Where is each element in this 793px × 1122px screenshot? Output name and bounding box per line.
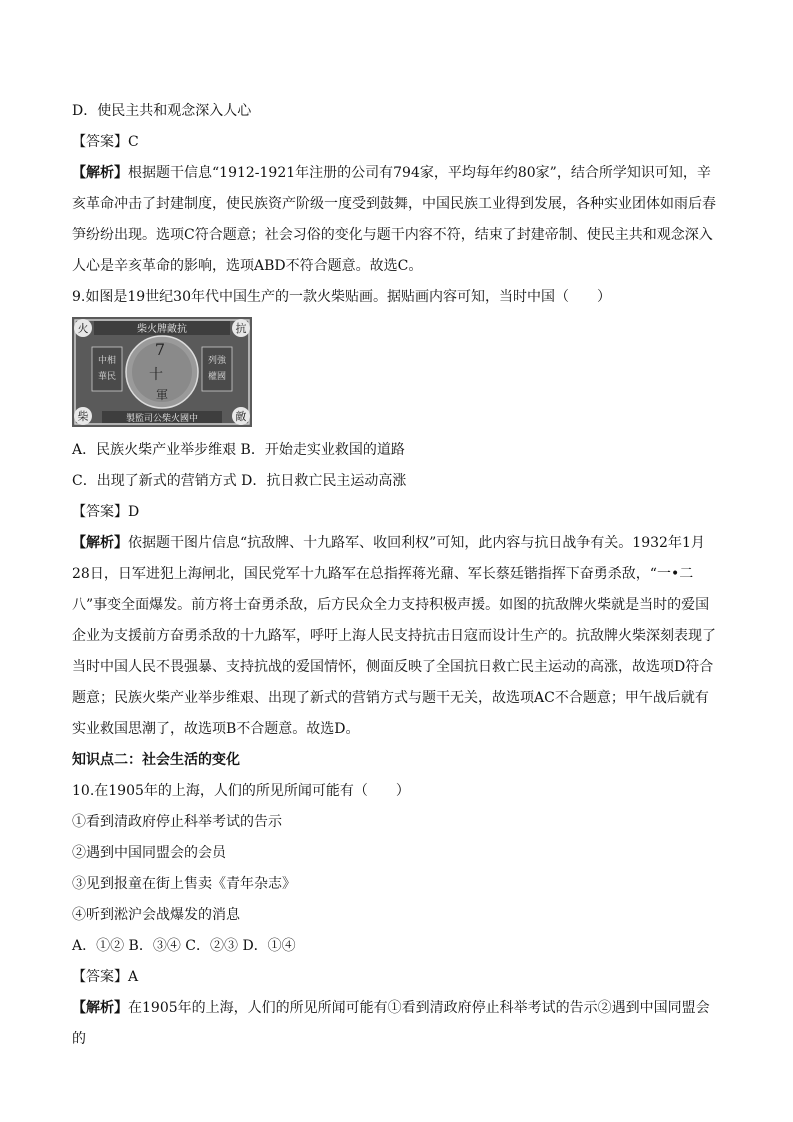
matchbox-corner-tr: 抗 [235,322,247,335]
answer-10: 【答案】A [72,969,139,985]
question-10-item-4: ④听到淞沪会战爆发的消息 [72,907,240,923]
explanation-9 [72,528,722,745]
matchbox-right-col-1: 列強 [207,356,227,366]
question-10-item-1: ①看到清政府停止科举考试的告示 [72,814,282,830]
matchbox-corner-tl: 火 [77,322,89,335]
explanation-label: 【解析】 [72,1000,128,1016]
question-9-options-cd: C．出现了新式的营销方式 D．抗日救亡民主运动高涨 [72,473,407,489]
matchbox-top-text: 柴火牌敵抗 [137,324,187,335]
matchbox-left-col-1: 中相 [97,356,117,366]
question-10: 10.在1905年的上海，人们的所见所闻可能有（ ） [72,783,410,799]
matchbox-center-top: 7 [154,340,166,359]
question-10-item-2: ②遇到中国同盟会的会员 [72,845,226,861]
answer-8: 【答案】C [72,134,139,150]
question-9-options-ab: A．民族火柴产业举步维艰 B．开始走实业救国的道路 [72,442,405,458]
explanation-label: 【解析】 [72,535,128,551]
question-9: 9.如图是19世纪30年代中国生产的一款火柴贴画。据贴画内容可知，当时中国（ ） [72,289,611,305]
document-page [72,96,722,1055]
explanation-label: 【解析】 [72,165,128,181]
question-10-options: A．①② B．③④ C．②③ D．①④ [72,938,296,954]
explanation-text: 在1905年的上海，人们的所见所闻可能有①看到清政府停止科举考试的告示②遇到中国同盟会的 [72,1000,710,1047]
matchbox-center-bottom: 軍 [155,388,169,402]
section-heading: 知识点二：社会生活的变化 [72,752,240,768]
explanation-text: 依据题干图片信息“抗敌牌、十九路军、收回利权”可知，此内容与抗日战争有关。1932年1月28日，日军进犯上海闸北，国民党军十九路军在总指挥蒋光鼐、军长蔡廷锴指挥下奋勇杀敌，“一•二八”事变全面爆发。前方将士奋勇杀敌，后方民众全力支持积极声援。如图的抗敌牌火柴就是当时的爱国企业为支援前方奋勇杀敌的十九路军，呼吁上海人民支持抗击日寇而设计生产的。抗敌牌火柴深刻表现了当时中国人民不畏强暴、支持抗战的爱国情怀，侧面反映了全国抗日救亡民主运动的高涨，故选项D符合题意；民族火柴产业举步维艰、出现了新式的营销方式与题干无关，故选项AC不合题意；甲午战后就有实业救国思潮了，故选项B不合题意。故选D。 [72,535,716,737]
explanation-text: 根据题干信息“1912-1921年注册的公司有794家，平均每年约80家”，结合所学知识可知，辛亥革命冲击了封建制度，使民族资产阶级一度受到鼓舞，中国民族工业得到发展，各种实业团体如雨后春笋纷纷出现。选项C符合题意；社会习俗的变化与题干内容不符，结束了封建帝制、使民主共和观念深入人心是辛亥革命的影响，选项ABD不符合题意。故选C。 [72,165,716,274]
answer-9: 【答案】D [72,504,140,520]
matchbox-corner-br: 敵 [235,410,247,423]
matchbox-corner-bl: 柴 [77,410,89,423]
explanation-10 [72,993,722,1055]
matchbox-right-col-2: 權國 [207,372,227,382]
matchbox-center-mid: 十 [149,367,163,383]
matchbox-bottom-text: 製監司公柴火國中 [125,414,199,424]
option-d-previous: D．使民主共和观念深入人心 [72,103,252,119]
explanation-8 [72,158,722,282]
question-10-item-3: ③见到报童在街上售卖《青年杂志》 [72,876,296,892]
matchbox-left-col-2: 華民 [97,372,117,382]
matchbox-label-image [72,317,252,427]
